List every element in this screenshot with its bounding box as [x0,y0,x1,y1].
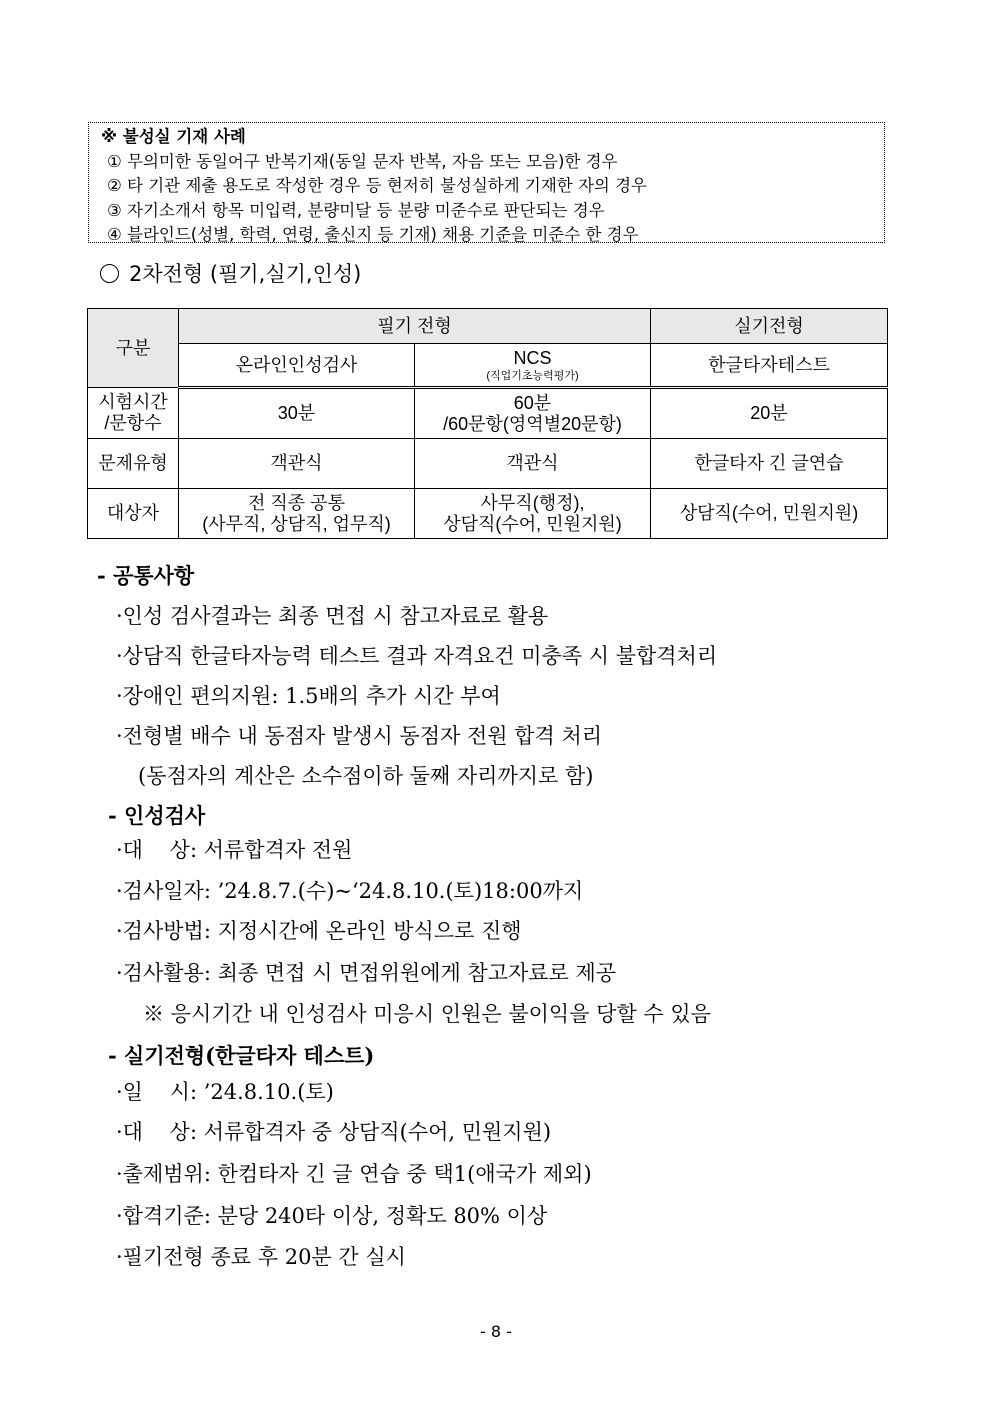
notice-item: ② 타 기관 제출 용도로 작성한 경우 등 현저히 불성실하게 기재한 자의 경우 [107,176,647,195]
table-row [88,439,888,489]
header-online-personality: 온라인인성검사 [179,344,415,388]
practical-line: ·필기전형 종료 후 20분 간 실시 [116,1245,406,1269]
notice-item: ① 무의미한 동일어구 반복기재(동일 문자 반복, 자음 또는 모음)한 경우 [107,151,618,171]
section-2-heading [100,258,361,288]
table-cell: 30분 [179,388,415,439]
table-cell: 60분 /60문항(영역별20문항) [415,388,651,439]
header-gubun: 구분 [88,309,179,388]
header-typing-test: 한글타자테스트 [651,344,888,388]
personality-line: ·대 상: 서류합격자 전원 [116,838,353,862]
practical-line: ·합격기준: 분당 240타 이상, 정확도 80% 이상 [116,1204,548,1228]
personality-line: ·검사일자: ’24.8.7.(수)~‘24.8.10.(토)18:00까지 [116,879,584,903]
ncs-label: NCS [513,347,552,368]
header-ncs [415,344,651,388]
common-line: ·장애인 편의지원: 1.5배의 추가 시간 부여 [116,684,501,708]
practical-heading: - 실기전형(한글타자 테스트) [108,1043,375,1068]
practical-line: ·출제범위: 한컴타자 긴 글 연습 중 택1(애국가 제외) [116,1162,592,1186]
table-cell: 한글타자 긴 글연습 [651,439,888,489]
circle-bullet-icon [100,264,119,283]
header-practical: 실기전형 [651,309,888,344]
section-2-title: 2차전형 (필기,실기,인성) [129,262,362,286]
table-row [88,489,888,539]
practical-line: ·일 시: ’24.8.10.(토) [116,1080,334,1104]
exam-table [87,308,888,539]
header-written: 필기 전형 [179,309,651,344]
row-label: 문제유형 [88,439,179,489]
table-cell: 객관식 [179,439,415,489]
table-row [88,388,888,439]
ncs-note: (직업기초능력평가) [486,369,579,382]
common-line: (동점자의 계산은 소수점이하 둘째 자리까지로 함) [138,764,594,788]
table-cell: 객관식 [415,439,651,489]
personality-line: ·검사방법: 지정시간에 온라인 방식으로 진행 [116,919,522,943]
notice-item: ③ 자기소개서 항목 미입력, 분량미달 등 분량 미준수로 판단되는 경우 [107,200,605,220]
table-cell: 상담직(수어, 민원지원) [651,489,888,539]
table-cell: 20분 [651,388,888,439]
notice-box [88,122,885,243]
notice-item: ④ 블라인드(성별, 학력, 연령, 출신지 등 기재) 채용 기준을 미준수 한 경우 [107,225,639,244]
notice-title: ※ 불성실 기재 사례 [101,127,246,146]
table-cell: 전 직종 공통 (사무직, 상담직, 업무직) [179,489,415,539]
row-label: 대상자 [88,489,179,539]
page-number: - 8 - [480,1322,512,1341]
common-line: ·전형별 배수 내 동점자 발생시 동점자 전원 합격 처리 [116,724,603,748]
common-line: ·인성 검사결과는 최종 면접 시 참고자료로 활용 [116,604,549,628]
practical-line: ·대 상: 서류합격자 중 상담직(수어, 민원지원) [116,1120,552,1144]
personality-line: ※ 응시기간 내 인성검사 미응시 인원은 불이익을 당할 수 있음 [143,1002,711,1026]
common-heading: - 공통사항 [97,563,195,588]
row-label: 시험시간 /문항수 [88,388,179,439]
table-cell: 사무직(행정), 상담직(수어, 민원지원) [415,489,651,539]
common-line: ·상담직 한글타자능력 테스트 결과 자격요건 미충족 시 불합격처리 [116,644,718,668]
personality-heading: - 인성검사 [108,803,206,828]
personality-line: ·검사활용: 최종 면접 시 면접위원에게 참고자료로 제공 [116,961,617,985]
